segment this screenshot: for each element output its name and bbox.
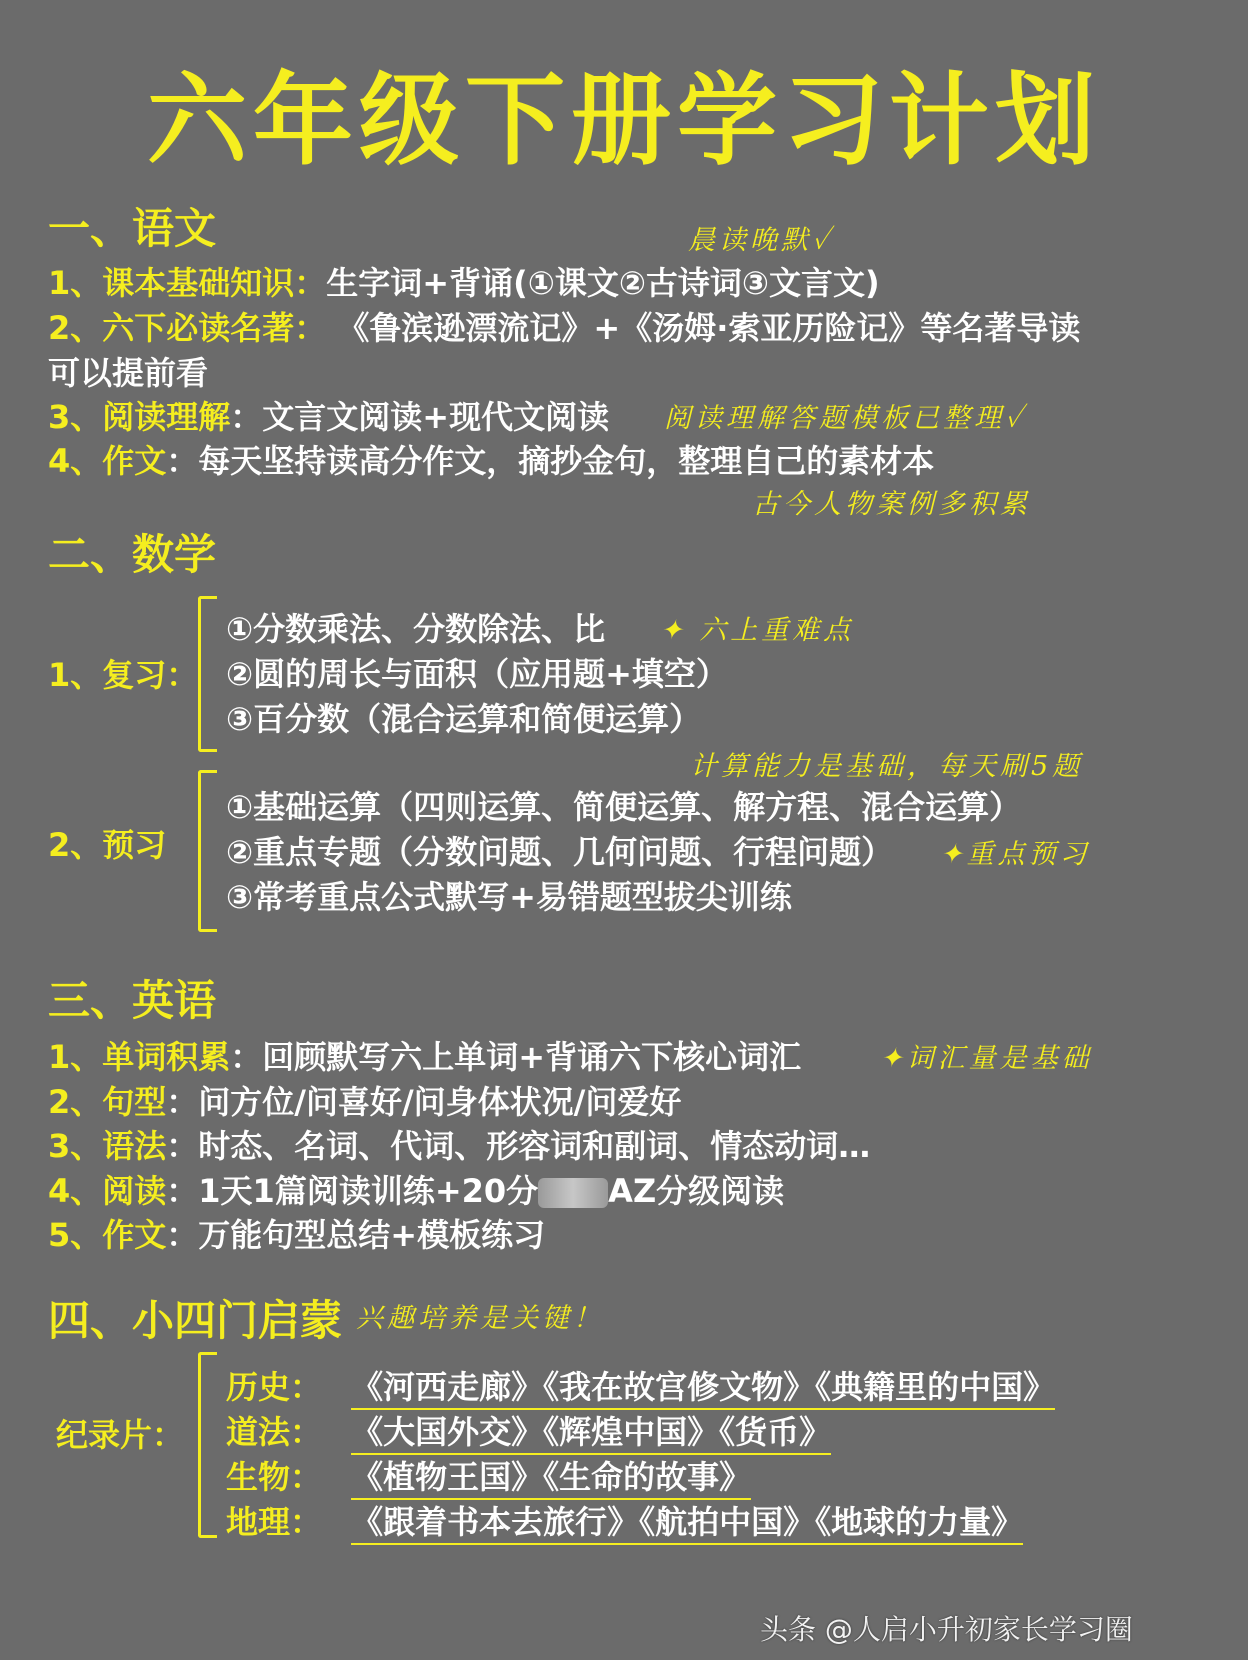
- english-item-5: [48, 1210, 545, 1256]
- chinese-item-4: [48, 436, 934, 482]
- math-preview-item-3: ③常考重点公式默写+易错题型拔尖训练: [226, 878, 792, 916]
- english-item-2: [48, 1077, 681, 1123]
- item-label: 4、阅读: [48, 1172, 167, 1210]
- note-reading-template: 阅读理解答题模板已整理✓: [664, 403, 1027, 434]
- subject-label: 道法：: [226, 1413, 323, 1451]
- section-heading-minor: 四、小四门启蒙: [48, 1296, 343, 1345]
- documentary-row-morality: [226, 1407, 831, 1453]
- math-preview-item-1: ①基础运算（四则运算、简便运算、解方程、混合运算）: [226, 788, 1022, 826]
- bracket-documentary: [198, 1352, 217, 1538]
- item-value: ：时态、名词、代词、形容词和副词、情态动词…: [166, 1127, 871, 1165]
- documentary-titles: 《大国外交》《辉煌中国》《货币》: [351, 1413, 831, 1455]
- documentary-row-biology: [226, 1452, 751, 1498]
- item-label: 5、作文: [48, 1216, 167, 1254]
- blurred-text: [538, 1178, 608, 1208]
- item-label: 4、作文: [48, 442, 167, 480]
- item-value: 生字词+背诵(①课文②古诗词③文言文): [326, 264, 880, 302]
- watermark: 头条 @人启小升初家长学习圈: [760, 1613, 1133, 1646]
- subject-label: 历史：: [226, 1368, 323, 1406]
- documentary-titles: 《河西走廊》《我在故宫修文物》《典籍里的中国》: [351, 1368, 1055, 1410]
- documentary-row-geography: [226, 1497, 1023, 1543]
- documentary-label: 纪录片：: [56, 1416, 185, 1454]
- english-item-4: [48, 1166, 784, 1212]
- math-preview-label: 2、预习: [48, 826, 167, 864]
- item-label: 2、六下必读名著：: [48, 309, 327, 347]
- chinese-item-2: [48, 303, 1080, 349]
- note-morning-reading: 晨读晚默✓: [688, 225, 834, 256]
- item-value: ：1天1篇阅读训练+20分: [166, 1172, 539, 1210]
- english-item-1: [48, 1032, 801, 1078]
- bracket-preview: [198, 770, 217, 932]
- math-preview-item-2: ②重点专题（分数问题、几何问题、行程问题）: [226, 833, 894, 871]
- chinese-item-1: [48, 258, 880, 304]
- item-value: ：万能句型总结+模板练习: [166, 1216, 546, 1254]
- item-value: ：文言文阅读+现代文阅读: [230, 398, 610, 436]
- math-review-item-3: ③百分数（混合运算和简便运算）: [226, 700, 702, 738]
- documentary-titles: 《植物王国》《生命的故事》: [351, 1458, 751, 1500]
- item-value: ：问方位/问喜好/问身体状况/问爱好: [166, 1083, 682, 1121]
- item-label: 3、语法: [48, 1127, 167, 1165]
- item-value: 《鲁滨逊漂流记》+《汤姆·索亚历险记》等名著导读: [326, 309, 1081, 347]
- section-heading-math: 二、数学: [48, 530, 217, 579]
- item-label: 3、阅读理解: [48, 398, 231, 436]
- documentary-row-history: [226, 1362, 1055, 1408]
- section-heading-chinese: 一、语文: [48, 204, 217, 253]
- section-heading-english: 三、英语: [48, 976, 217, 1025]
- chinese-item-3: [48, 392, 609, 438]
- note-calculation: 计算能力是基础，每天刷5题: [690, 751, 1084, 782]
- note-key-preview: ✦重点预习: [940, 839, 1091, 870]
- bracket-review: [198, 596, 217, 752]
- math-review-item-2: ②圆的周长与面积（应用题+填空）: [226, 655, 728, 693]
- subject-label: 生物：: [226, 1458, 323, 1496]
- math-review-label: 1、复习：: [48, 656, 199, 694]
- chinese-item-2-continuation: [48, 348, 208, 394]
- item-value: ：每天坚持读高分作文，摘抄金句，整理自己的素材本: [166, 442, 935, 480]
- note-writing-material: 古今人物案例多积累: [752, 489, 1031, 520]
- item-label: 1、课本基础知识：: [48, 264, 327, 302]
- item-value: AZ分级阅读: [608, 1172, 785, 1210]
- subject-label: 地理：: [226, 1503, 323, 1541]
- note-interest: 兴趣培养是关键！: [356, 1303, 604, 1334]
- item-label: 2、句型: [48, 1083, 167, 1121]
- note-key-difficulty: ✦ 六上重难点: [660, 615, 855, 646]
- documentary-titles: 《跟着书本去旅行》《航拍中国》《地球的力量》: [351, 1503, 1023, 1545]
- item-value: ：回顾默写六上单词+背诵六下核心词汇: [230, 1038, 802, 1076]
- note-vocabulary: ✦词汇量是基础: [880, 1043, 1093, 1074]
- english-item-3: [48, 1121, 870, 1167]
- item-label: 1、单词积累: [48, 1038, 231, 1076]
- page-title: 六年级下册学习计划: [147, 62, 1101, 179]
- item-value: 可以提前看: [48, 354, 209, 392]
- math-review-item-1: ①分数乘法、分数除法、比: [226, 610, 606, 648]
